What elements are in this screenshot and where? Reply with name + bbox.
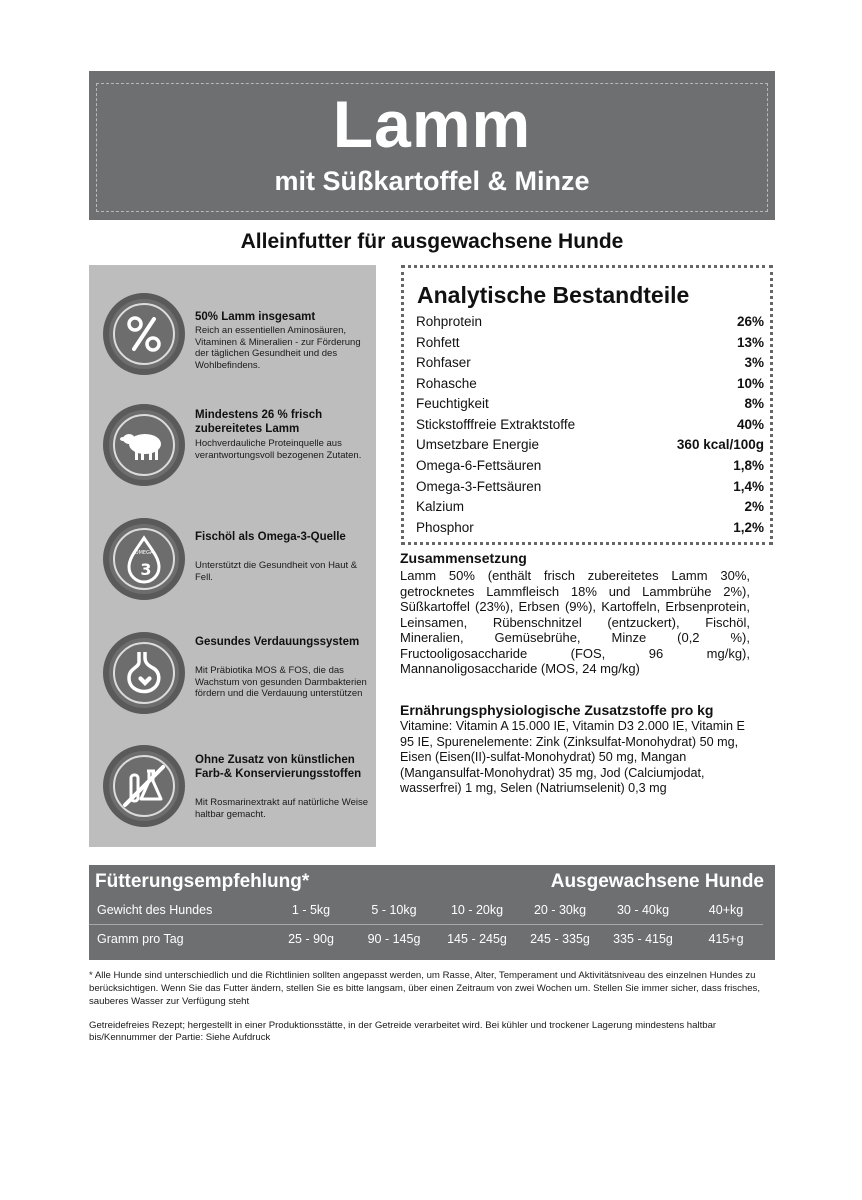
feature-item [89, 628, 376, 738]
table-cell: 25 - 90g [288, 932, 334, 946]
analysis-label: Rohfaser [416, 355, 471, 370]
analysis-title: Analytische Bestandteile [417, 282, 690, 308]
product-header [89, 71, 775, 220]
feature-item [89, 285, 376, 395]
stomach-icon [103, 632, 185, 714]
product-title: Lamm [332, 87, 532, 161]
table-cell: 10 - 20kg [450, 903, 504, 917]
analysis-label: Rohfett [416, 335, 460, 350]
additives-title: Ernährungsphysiologische Zusatzstoffe pro kg [400, 702, 714, 718]
product-subtitle: mit Süßkartoffel & Minze [274, 166, 590, 196]
analysis-row [416, 415, 764, 435]
table-cell: 415+g [708, 932, 744, 946]
analysis-value: 40% [736, 417, 764, 432]
feature-description: Mit Rosmarinextrakt auf natürliche Weise haltbar gemacht. [195, 797, 368, 820]
analysis-row [416, 333, 764, 353]
analysis-label: Kalzium [416, 499, 465, 514]
feeding-title: Fütterungsempfehlung* [95, 871, 310, 892]
feature-description: Reich an essentiellen Aminosäuren, Vitaminen & Mineralien - zur Förderung der täglichen Gesundheit und des Wohlbefindens. [195, 325, 361, 371]
analysis-value: 1,2% [733, 520, 764, 535]
feature-title: 50% Lamm insgesamt [195, 311, 316, 323]
table-cell: 30 - 40kg [616, 903, 670, 917]
analysis-value: 3% [744, 355, 764, 370]
table-cell: 245 - 335g [530, 932, 590, 946]
feature-description: Hochverdauliche Proteinquelle aus verantwortungsvoll bezogenen Zutaten. [195, 438, 362, 461]
analysis-value: 8% [744, 396, 764, 411]
analysis-label: Stickstofffreie Extraktstoffe [416, 417, 576, 432]
analysis-row [416, 374, 764, 394]
percent-icon [103, 293, 185, 375]
grainfree-note: Getreidefreies Rezept; hergestellt in einer Produktionsstätte, in der Getreide verarbeitet wird. Bei kühler und trockener Lagerung mindestens haltbar bis/Kennummer der Partie: Siehe Aufdruck [89, 1020, 717, 1043]
feature-title: Gesundes Verdauungssystem [195, 636, 360, 648]
analysis-row [416, 353, 764, 373]
analysis-label: Rohprotein [416, 314, 483, 329]
row-label: Gramm pro Tag [97, 932, 184, 946]
feeding-table [89, 865, 775, 960]
table-cell: 1 - 5kg [291, 903, 331, 917]
analysis-row [416, 518, 764, 538]
analysis-label: Phosphor [416, 520, 474, 535]
analysis-value: 2% [744, 499, 764, 514]
analysis-value: 1,4% [733, 479, 764, 494]
feeding-footnote: * Alle Hunde sind unterschiedlich und die Richtlinien sollten angepasst werden, um Rasse, Alter, Temperament und Aktivitätsniveau des einzelnen Hundes zu berücksichtigen. Wenn Sie das Futter ändern, stellen Sie es bitte langsam, über einen Zeitraum von zwei Wochen um. Stellen Sie immer sicher, dass frisches, sauberes Wasser zur Verfügung steht [89, 970, 760, 1007]
analysis-value: 26% [736, 314, 764, 329]
feature-title: Mindestens 26 % frisch zubereitetes Lamm [195, 409, 323, 435]
analysis-value: 360 kcal/100g [676, 437, 764, 452]
feature-item [89, 518, 376, 628]
table-cell: 40+kg [708, 903, 744, 917]
features-panel [89, 265, 376, 847]
table-cell: 145 - 245g [447, 932, 507, 946]
feature-description: Unterstützt die Gesundheit von Haut & Fell. [195, 560, 358, 583]
analysis-value: 10% [736, 376, 764, 391]
product-tagline: Alleinfutter für ausgewachsene Hunde [240, 230, 624, 253]
omega3-drop-icon [103, 518, 185, 600]
table-row [89, 925, 775, 953]
analysis-label: Feuchtigkeit [416, 396, 489, 411]
composition-text: Lamm 50% (enthält frisch zubereitetes Lamm 30%, getrocknetes Lammfleisch 18% und Lammbrühe 2%), Süßkartoffel (23%), Erbsen (9%), Kartoffeln, Erbsenprotein, Leinsamen, Rübenschnitzel (entzuckert), Fischöl, Mineralien, Gemüsebrühe, Minze (0,2 %), Fructooligosaccharide (FOS, 96 mg/kg), Mannanoligosaccharide (MOS, 24 mg/kg) [400, 568, 750, 676]
composition-title: Zusammensetzung [400, 550, 527, 566]
table-cell: 335 - 415g [613, 932, 673, 946]
analysis-row [416, 394, 764, 414]
analysis-row [416, 456, 764, 476]
analysis-label: Rohasche [416, 376, 477, 391]
feature-title: Ohne Zusatz von künstlichen Farb-& Konservierungsstoffen [195, 754, 362, 780]
feature-item [89, 745, 376, 855]
analysis-box [401, 265, 773, 545]
table-cell: 5 - 10kg [371, 903, 417, 917]
analysis-value: 1,8% [733, 458, 764, 473]
svg-text:3: 3 [140, 560, 152, 579]
feature-description: Mit Präbiotika MOS & FOS, die das Wachstum von gesunden Darmbakterien fördern und die Verdauung unterstützen [195, 665, 367, 699]
table-cell: 20 - 30kg [533, 903, 587, 917]
feature-item [89, 400, 376, 510]
analysis-row [416, 435, 764, 455]
sheep-icon [103, 404, 185, 486]
feeding-target: Ausgewachsene Hunde [550, 871, 764, 892]
additives-text: Vitamine: Vitamin A 15.000 IE, Vitamin D3 2.000 IE, Vitamin E 95 IE, Spurenelemente: Zink (Zinksulfat-Monohydrat) 50 mg, Eisen (Eisen(II)-sulfat-Monohydrat) 50 mg, Mangan (Mangansulfat-Monohydrat) 35 mg, Jod (Calciumjodat, wasserfrei) 1 mg, Selen (Natriumselenit) 0,3 mg [400, 719, 745, 795]
analysis-row [416, 477, 764, 497]
analysis-row [416, 312, 764, 332]
analysis-value: 13% [736, 335, 764, 350]
table-row [89, 896, 763, 925]
analysis-label: Umsetzbare Energie [416, 437, 540, 452]
row-label: Gewicht des Hundes [97, 903, 213, 917]
analysis-row [416, 497, 764, 517]
analysis-label: Omega-6-Fettsäuren [416, 458, 542, 473]
svg-text:OMEGA: OMEGA [134, 550, 154, 556]
table-cell: 90 - 145g [367, 932, 421, 946]
no-chemicals-icon [103, 745, 185, 827]
feature-title: Fischöl als Omega-3-Quelle [195, 531, 346, 543]
analysis-label: Omega-3-Fettsäuren [416, 479, 542, 494]
